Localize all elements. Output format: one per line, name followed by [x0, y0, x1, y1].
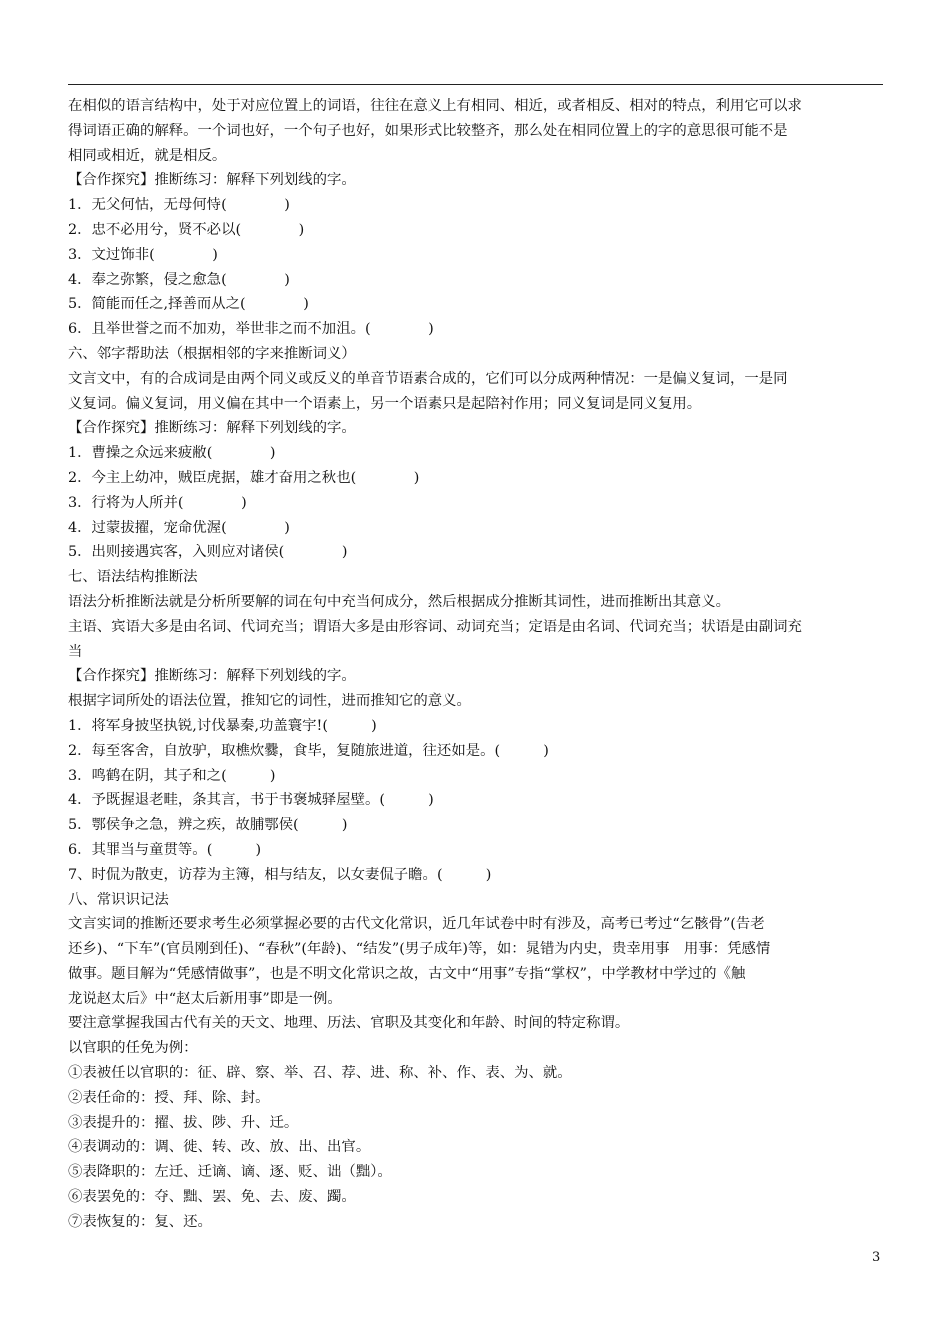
exercise-item	[68, 292, 884, 317]
exercise-item	[68, 540, 884, 565]
answer-blank: ( )	[350, 469, 420, 486]
exercise-text: 4．奉之弥繁，侵之愈急	[68, 271, 222, 288]
answer-blank: ( )	[494, 742, 549, 759]
list-item: ④表调动的：调、徙、转、改、放、出、出官。	[68, 1139, 371, 1156]
exercise-item	[68, 317, 884, 342]
answer-blank: ( )	[149, 246, 218, 263]
exercise-item	[68, 739, 884, 764]
intro-line: 相同或相近，就是相反。	[68, 147, 227, 164]
exercise-text: 2．每至客舍，自放驴，取樵炊爨，食毕，复随旅进道，往还如是。	[68, 742, 495, 759]
list-item: ⑥表罢免的：夺、黜、罢、免、去、废、躅。	[68, 1189, 356, 1206]
section-desc-line: 文言实词的推断还要求考生必须掌握必要的古代文化常识，近几年试卷中时有涉及，高考已考过“乞骸骨”(告老	[68, 916, 765, 933]
section-desc-line: 当	[68, 643, 83, 660]
list-item: ①表被任以官职的：征、辟、察、举、召、荐、进、称、补、作、表、为、就。	[68, 1065, 572, 1082]
answer-blank: ( )	[322, 717, 377, 734]
exercise-item	[68, 441, 884, 466]
section-note: 要注意掌握我国古代有关的天文、地理、历法、官职及其变化和年龄、时间的特定称谓。	[68, 1015, 630, 1032]
section-desc-line: 做事。题目解为“凭感情做事”，也是不明文化常识之故，古文中“用事”专指“掌权”，中学教材中学过的《触	[68, 965, 746, 982]
answer-blank: ( )	[278, 544, 348, 561]
answer-blank: ( )	[221, 519, 290, 536]
exercise-text: 2．忠不必用兮，贤不必以	[68, 221, 236, 238]
practice-heading: 【合作探究】推断练习：解释下列划线的字。	[68, 668, 356, 685]
exercise-item	[68, 491, 884, 516]
intro-line: 得词语正确的解释。一个词也好，一个句子也好，如果形式比较整齐，那么处在相同位置上的字的意思很可能不是	[68, 122, 788, 139]
answer-blank: ( )	[206, 445, 276, 462]
section-title: 六、邻字帮助法（根据相邻的字来推断词义）	[68, 345, 356, 362]
section-title: 八、常识识记法	[68, 891, 169, 908]
exercise-text: 1．将军身披坚执锐,讨伐暴秦,功盖寰宇!	[68, 717, 323, 734]
answer-blank: ( )	[436, 866, 492, 883]
answer-blank: ( )	[177, 494, 247, 511]
exercise-item	[68, 516, 884, 541]
section-title: 七、语法结构推断法	[68, 569, 198, 586]
exercise-text: 2．今主上幼冲，贼臣虎据，雄才奋用之秋也	[68, 469, 351, 486]
exercise-text: 5．简能而任之,择善而从之	[68, 296, 241, 313]
section-desc-line: 龙说赵太后》中“赵太后新用事”即是一例。	[68, 990, 342, 1007]
exercise-text: 3．文过饰非	[68, 246, 150, 263]
exercise-item	[68, 243, 884, 268]
practice-heading: 【合作探究】推断练习：解释下列划线的字。	[68, 420, 356, 437]
practice-hint: 根据字词所处的语法位置，推知它的词性，进而推知它的意义。	[68, 693, 471, 710]
practice-heading: 【合作探究】推断练习：解释下列划线的字。	[68, 172, 356, 189]
answer-blank: ( )	[206, 841, 262, 858]
section-desc-line: 主语、宾语大多是由名词、代词充当；谓语大多是由形容词、动词充当；定语是由名词、代词充当；状语是由副词充	[68, 618, 802, 635]
section-desc-line: 文言文中，有的合成词是由两个同义或反义的单音节语素合成的，它们可以分成两种情况：一是偏义复词，一是同	[68, 370, 788, 387]
exercise-text: 5．鄂侯争之急，辨之疾，故脯鄂侯	[68, 817, 294, 834]
exercise-item	[68, 218, 884, 243]
exercise-item	[68, 813, 884, 838]
exercise-item	[68, 863, 884, 888]
section-desc-line: 还乡)、“下车”(官员刚到任)、“春秋”(年龄)、“结发”(男子成年)等，如：晁错为内史，贵幸用事 用事：凭感情	[68, 941, 771, 958]
exercise-text: 6．且举世誉之而不加劝，举世非之而不加沮。	[68, 321, 365, 338]
list-item: ②表任命的：授、拜、除、封。	[68, 1089, 270, 1106]
exercise-text: 3．鸣鹤在阴，其子和之	[68, 767, 222, 784]
answer-blank: ( )	[379, 792, 434, 809]
page-number: 3	[872, 1250, 881, 1265]
exercise-item	[68, 714, 884, 739]
answer-blank: ( )	[221, 271, 290, 288]
exercise-item	[68, 466, 884, 491]
answer-blank: ( )	[364, 321, 434, 338]
answer-blank: ( )	[221, 197, 290, 214]
exercise-item	[68, 764, 884, 789]
header-rule	[68, 84, 883, 85]
exercise-text: 5．出则接遇宾客，入则应对诸侯	[68, 544, 279, 561]
exercise-text: 7、时侃为散吏，访荐为主簿，相与结友，以女妻侃子瞻。	[68, 866, 437, 883]
document-body	[68, 94, 884, 1235]
exercise-text: 1．曹操之众远来疲敝	[68, 445, 207, 462]
exercise-item	[68, 268, 884, 293]
exercise-item	[68, 838, 884, 863]
answer-blank: ( )	[235, 221, 305, 238]
answer-blank: ( )	[293, 817, 348, 834]
section-example: 以官职的任免为例：	[68, 1040, 198, 1057]
exercise-item	[68, 193, 884, 218]
section-desc-line: 语法分析推断法就是分析所要解的词在句中充当何成分，然后根据成分推断其词性，进而推断出其意义。	[68, 593, 730, 610]
exercise-text: 6．其罪当与童贯等。	[68, 841, 207, 858]
section-desc-line: 义复词。偏义复词，用义偏在其中一个语素上，另一个语素只是起陪衬作用；同义复词是同义复用。	[68, 395, 702, 412]
list-item: ⑦表恢复的：复、还。	[68, 1213, 212, 1230]
exercise-text: 1．无父何怙，无母何恃	[68, 197, 222, 214]
answer-blank: ( )	[221, 767, 276, 784]
list-item: ⑤表降职的：左迁、迁谪、谪、逐、贬、诎（黜）。	[68, 1164, 392, 1181]
answer-blank: ( )	[240, 296, 309, 313]
exercise-text: 4．予既握退老畦，条其言，书于书褒城驿屋壁。	[68, 792, 380, 809]
exercise-text: 3．行将为人所并	[68, 494, 178, 511]
exercise-text: 4．过蒙拔擢，宠命优渥	[68, 519, 222, 536]
list-item: ③表提升的：擢、拔、陟、升、迁。	[68, 1114, 299, 1131]
exercise-item	[68, 788, 884, 813]
intro-line: 在相似的语言结构中，处于对应位置上的词语，往往在意义上有相同、相近，或者相反、相对的特点，利用它可以求	[68, 98, 802, 114]
